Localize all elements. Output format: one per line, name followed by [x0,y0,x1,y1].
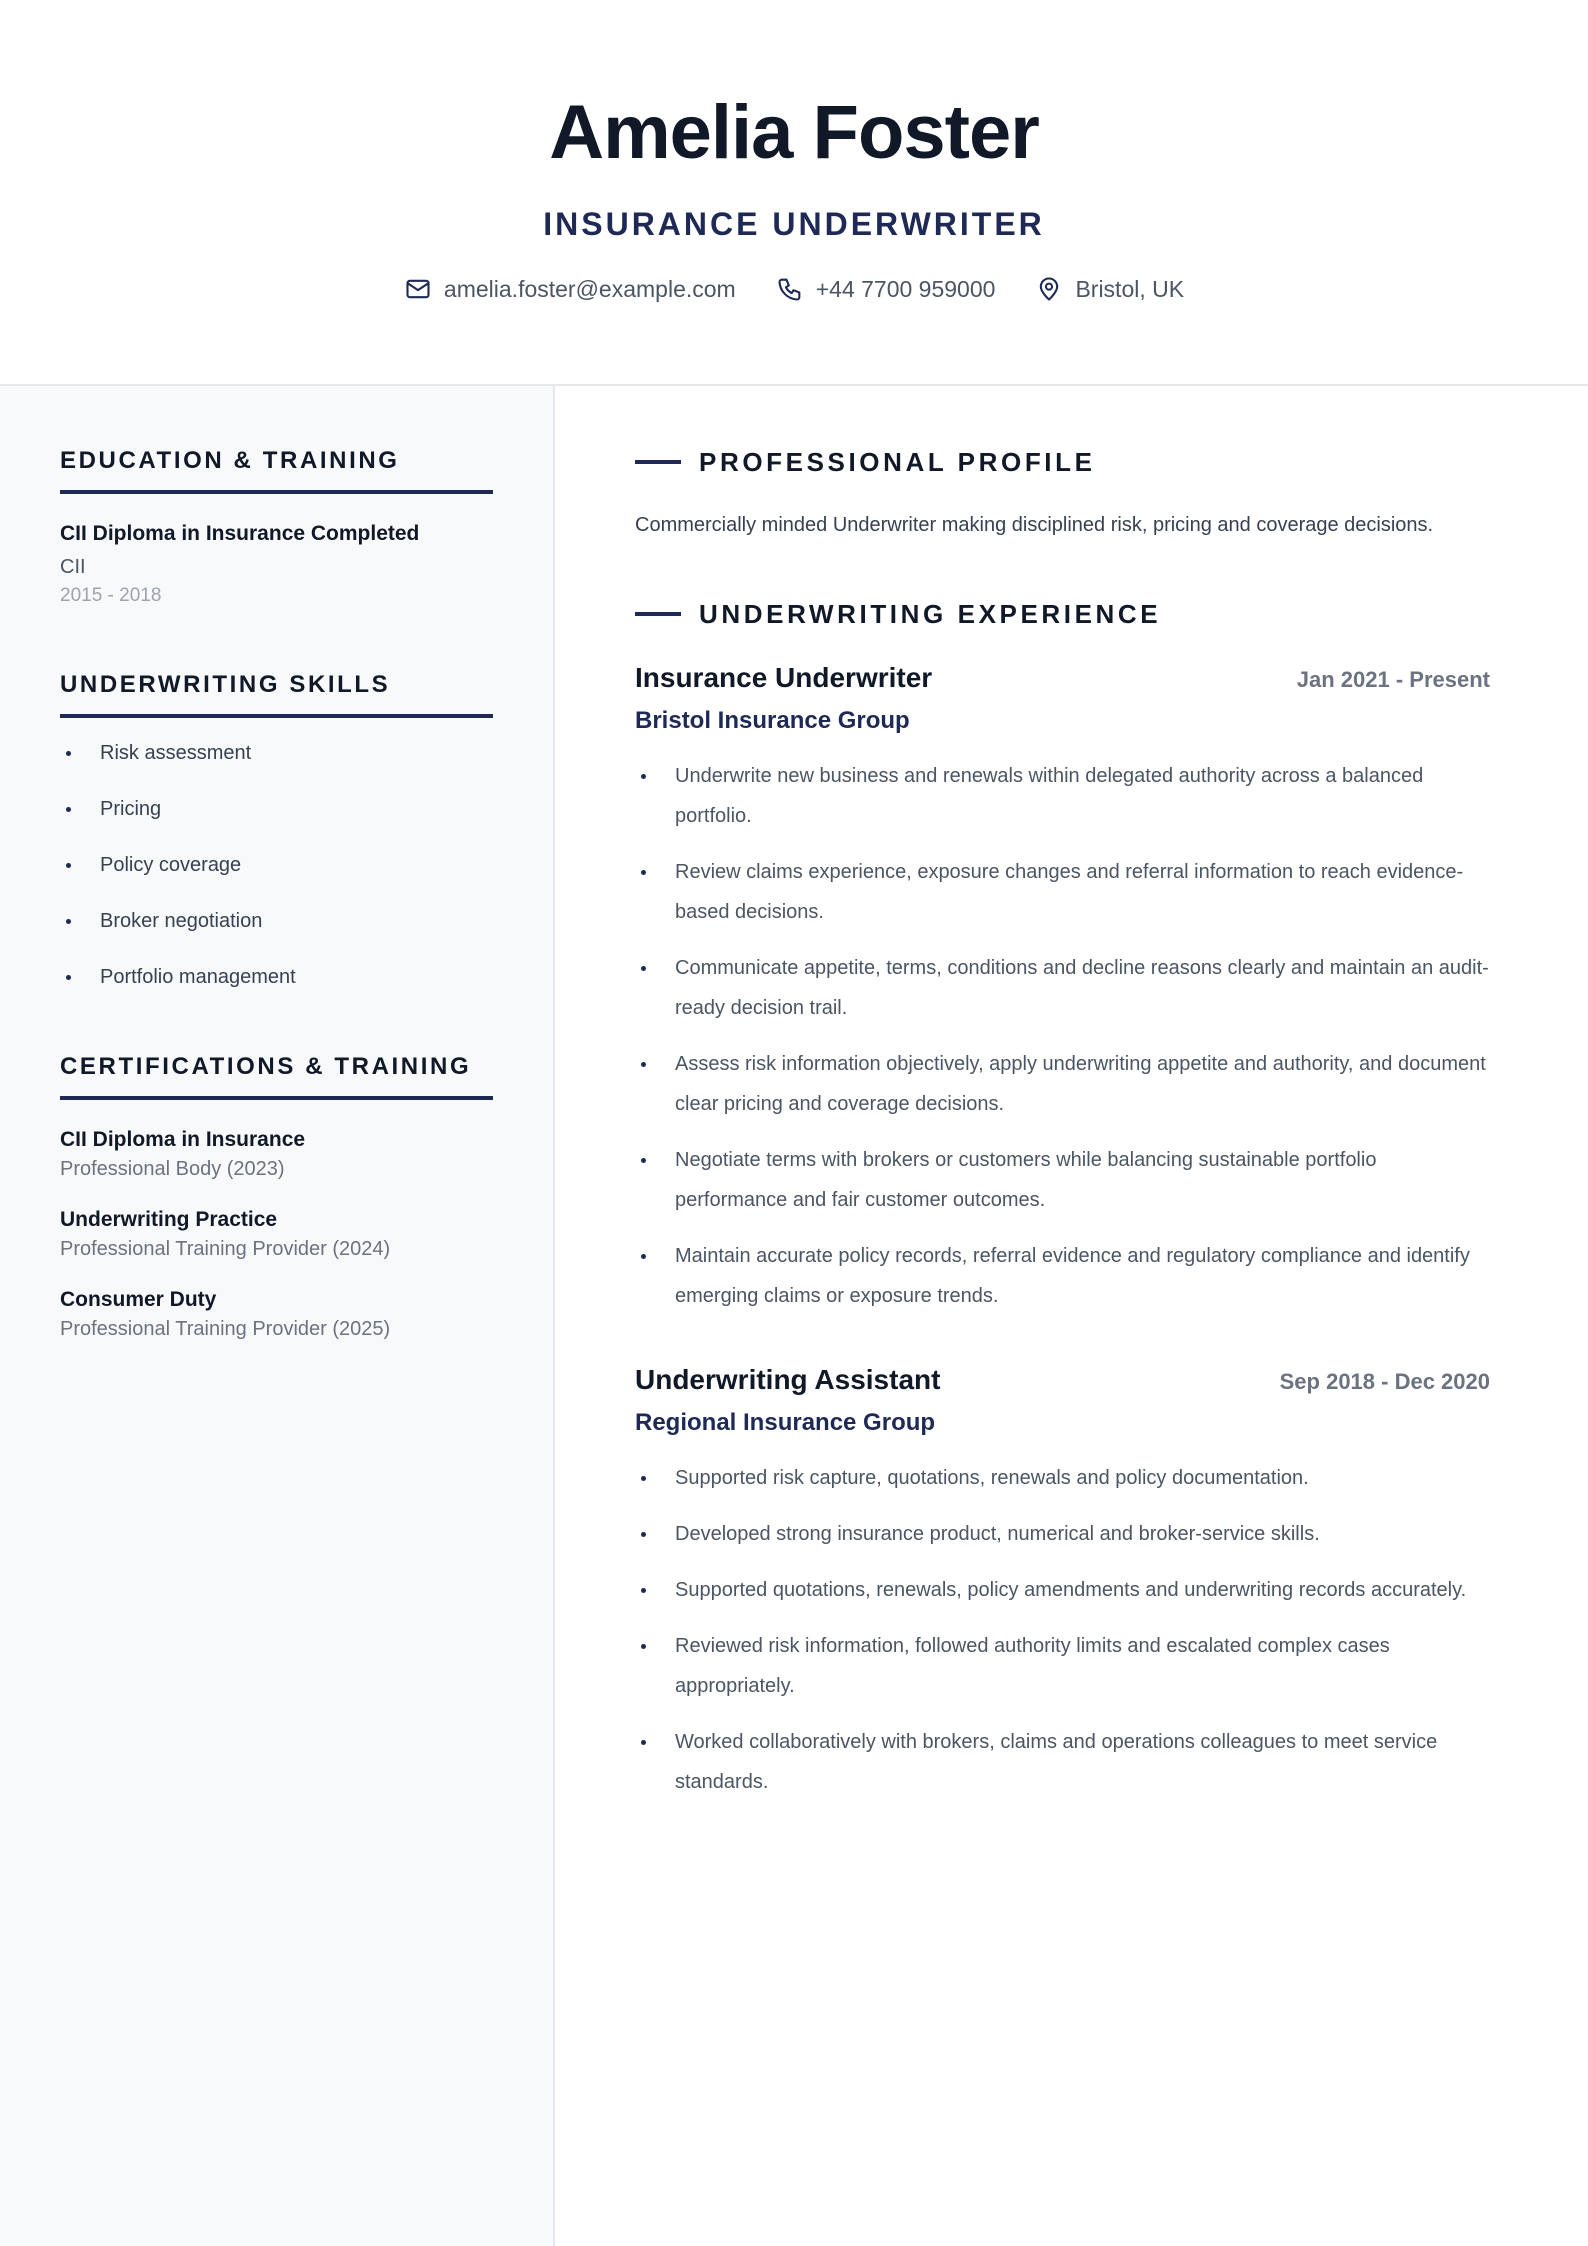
contact-phone[interactable] [776,274,996,304]
profile-section [635,446,1490,542]
certification-title: CII Diploma in Insurance [60,1128,306,1151]
mail-icon [404,275,432,303]
candidate-name: Amelia Foster [549,90,1039,175]
job-dates: Jan 2021 - Present [1296,667,1490,692]
email-text: amelia.foster@example.com [443,276,736,302]
job-bullet: Assess risk information objectively, apply underwriting appetite and authority, and document clear pricing and coverage decisions. [635,1044,1490,1124]
education-org: CII [60,556,86,578]
job-header [635,1362,1490,1398]
education-heading: EDUCATION & TRAINING [60,446,493,494]
skills-section [60,670,493,990]
left-column [0,386,555,2246]
job-bullet: Underwrite new business and renewals within delegated authority across a balanced portfolio. [635,756,1490,836]
job-bullet: Maintain accurate policy records, referral evidence and regulatory compliance and identify emerging claims or exposure trends. [635,1236,1490,1316]
skill-item: Risk assessment [60,740,493,766]
heading-accent-bar [635,460,681,464]
right-column [555,386,1588,2246]
certification-provider: Professional Training Provider (2025) [60,1318,391,1340]
experience-heading-text: UNDERWRITING EXPERIENCE [699,599,1162,629]
skills-list [60,740,493,990]
job-bullet: Review claims experience, exposure changes and referral information to reach evidence-based decisions. [635,852,1490,932]
phone-icon [776,275,804,303]
resume-header [0,0,1588,386]
location-text: Bristol, UK [1075,276,1185,302]
job-dates: Sep 2018 - Dec 2020 [1279,1369,1490,1394]
profile-heading [635,446,1490,478]
job-bullet: Worked collaboratively with brokers, claims and operations colleagues to meet service standards. [635,1722,1490,1802]
map-pin-icon [1035,275,1063,303]
profile-heading-text: PROFESSIONAL PROFILE [699,447,1096,477]
phone-text: +44 7700 959000 [815,276,996,302]
job-entry [635,660,1490,1316]
certification-title: Underwriting Practice [60,1208,278,1231]
certification-title: Consumer Duty [60,1288,217,1311]
contact-email[interactable] [404,274,736,304]
job-bullets [635,1458,1490,1802]
certification-provider: Professional Body (2023) [60,1158,285,1180]
job-bullet: Communicate appetite, terms, conditions and decline reasons clearly and maintain an audit-ready decision trail. [635,948,1490,1028]
certification-provider: Professional Training Provider (2024) [60,1238,391,1260]
education-section [60,446,493,608]
job-bullet: Supported risk capture, quotations, renewals and policy documentation. [635,1458,1490,1498]
job-company: Regional Insurance Group [635,1409,936,1436]
contact-bar [0,274,1588,304]
education-title: CII Diploma in Insurance Completed [60,522,420,545]
experience-section [635,598,1490,1802]
candidate-role: INSURANCE UNDERWRITER [543,206,1045,242]
skill-item: Policy coverage [60,852,493,878]
experience-heading [635,598,1490,630]
education-dates: 2015 - 2018 [60,585,162,606]
certification-entry [60,1206,493,1262]
job-entry [635,1362,1490,1802]
skill-item: Portfolio management [60,964,493,990]
job-header [635,660,1490,696]
job-bullet: Developed strong insurance product, numerical and broker-service skills. [635,1514,1490,1554]
job-bullet: Negotiate terms with brokers or customers while balancing sustainable portfolio performance and fair customer outcomes. [635,1140,1490,1220]
skill-item: Broker negotiation [60,908,493,934]
profile-text: Commercially minded Underwriter making disciplined risk, pricing and coverage decisions. [635,514,1434,536]
certifications-section [60,1052,493,1342]
certifications-heading: CERTIFICATIONS & TRAINING [60,1052,493,1100]
job-bullet: Supported quotations, renewals, policy amendments and underwriting records accurately. [635,1570,1490,1610]
contact-location [1035,274,1184,304]
resume-body [0,386,1588,2246]
skill-item: Pricing [60,796,493,822]
job-title: Insurance Underwriter [635,662,933,693]
education-entry [60,520,493,608]
certification-entry [60,1126,493,1182]
skills-heading: UNDERWRITING SKILLS [60,670,493,718]
heading-accent-bar [635,612,681,616]
job-bullets [635,756,1490,1316]
job-bullet: Reviewed risk information, followed authority limits and escalated complex cases appropriately. [635,1626,1490,1706]
job-company: Bristol Insurance Group [635,707,910,734]
job-title: Underwriting Assistant [635,1364,941,1395]
certification-entry [60,1286,493,1342]
